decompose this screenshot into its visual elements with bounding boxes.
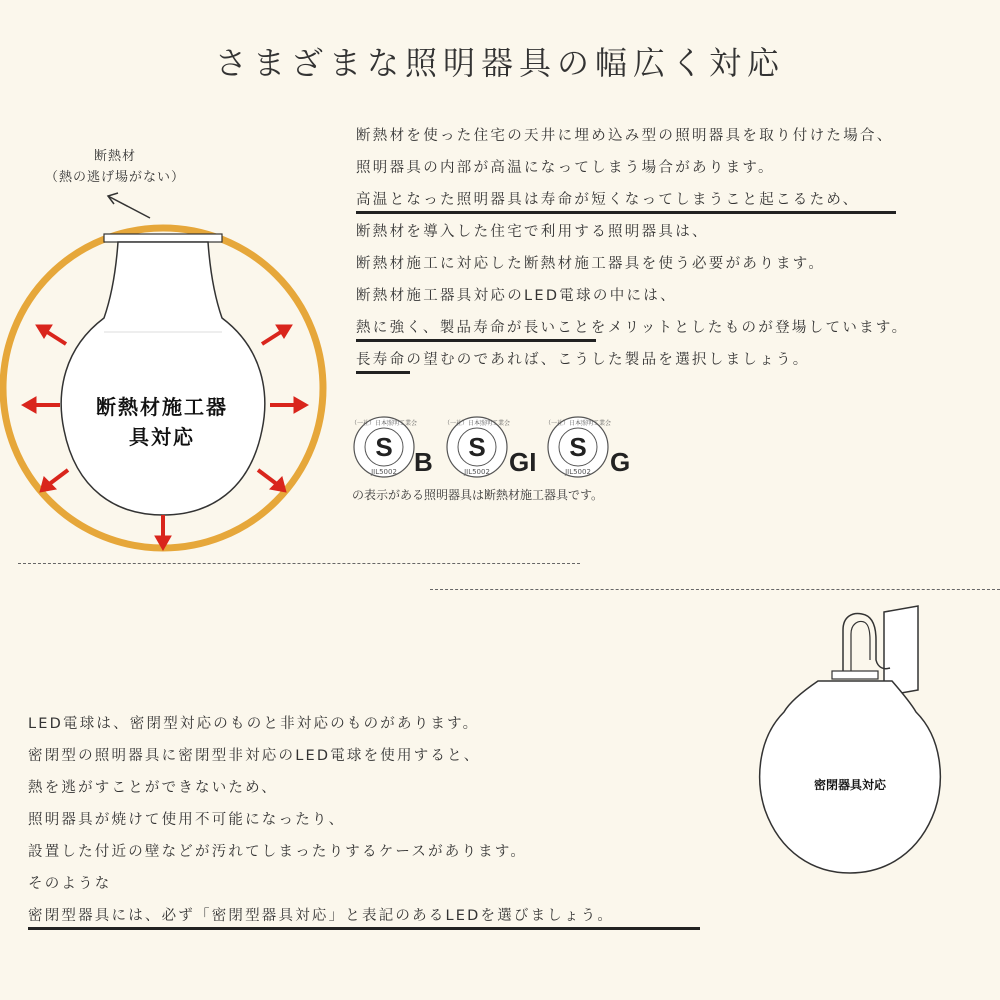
s-mark-icon bbox=[351, 417, 417, 477]
insulated-bulb-label bbox=[62, 392, 262, 452]
insulated-bulb bbox=[61, 242, 265, 515]
paragraph-line: LED電球は、密閉型対応のものと非対応のものがあります。 bbox=[28, 716, 480, 732]
mark-letter: G bbox=[610, 447, 631, 477]
underline bbox=[28, 927, 700, 930]
paragraph-line: 熱に強く、製品寿命が長いことをメリットとしたものが登場しています。 bbox=[356, 312, 1000, 344]
svg-text:（一社）日本照明工業会: （一社）日本照明工業会 bbox=[544, 420, 612, 427]
paragraph-line: 断熱材を使った住宅の天井に埋め込み型の照明器具を取り付けた場合、 bbox=[356, 128, 894, 144]
pointer-arrow-icon bbox=[108, 193, 150, 218]
paragraph-line: 断熱材施工に対応した断熱材施工器具を使う必要があります。 bbox=[356, 256, 826, 272]
svg-text:S: S bbox=[375, 432, 393, 462]
mark-letter: B bbox=[414, 447, 433, 477]
svg-text:S: S bbox=[569, 432, 587, 462]
svg-text:（一社）日本照明工業会: （一社）日本照明工業会 bbox=[350, 420, 418, 427]
page-title: さまざまな照明器具の幅広く対応 bbox=[214, 44, 785, 82]
dashed-divider bbox=[430, 589, 1000, 590]
paragraph-line: 熱を逃がすことができないため、 bbox=[28, 780, 278, 796]
svg-text:JIL5002: JIL5002 bbox=[371, 468, 397, 476]
sealed-paragraph bbox=[28, 708, 728, 932]
paragraph-line: 照明器具が焼けて使用不可能になったり、 bbox=[28, 812, 346, 828]
mark-letter: GI bbox=[509, 447, 537, 477]
paragraph-line: 照明器具の内部が高温になってしまう場合があります。 bbox=[356, 160, 775, 176]
label-line: 具対応 bbox=[129, 425, 195, 449]
svg-text:（一社）日本照明工業会: （一社）日本照明工業会 bbox=[443, 420, 511, 427]
paragraph-line: 長寿命の望むのであれば、こうした製品を選択しましょう。 bbox=[356, 344, 1000, 376]
svg-text:JIL5002: JIL5002 bbox=[565, 468, 591, 476]
paragraph-line: 設置した付近の壁などが汚れてしまったりするケースがあります。 bbox=[28, 844, 528, 860]
paragraph-line: 断熱材施工器具対応のLED電球の中には、 bbox=[356, 288, 677, 304]
fixture-plate bbox=[104, 234, 222, 242]
s-mark-icon bbox=[444, 417, 510, 477]
sealed-fixture-icon bbox=[760, 606, 941, 873]
paragraph-line: そのような bbox=[28, 876, 112, 892]
svg-text:JIL5002: JIL5002 bbox=[464, 468, 490, 476]
paragraph-line: 密閉型の照明器具に密閉型非対応のLED電球を使用すると、 bbox=[28, 748, 481, 764]
paragraph-line: 断熱材を導入した住宅で利用する照明器具は、 bbox=[356, 224, 709, 240]
marks-caption: の表示がある照明器具は断熱材施工器具です。 bbox=[352, 488, 604, 502]
caption-line: （熱の逃げ場がない） bbox=[44, 170, 185, 185]
caption-line: 断熱材 bbox=[93, 149, 136, 164]
s-mark-icon bbox=[545, 417, 611, 477]
svg-text:S: S bbox=[468, 432, 486, 462]
paragraph-line: 密閉型器具には、必ず「密閉型器具対応」と表記のあるLEDを選びましょう。 bbox=[28, 900, 728, 932]
paragraph-line: 高温となった照明器具は寿命が短くなってしまうこと起こるため、 bbox=[356, 184, 1000, 216]
dashed-divider bbox=[18, 563, 580, 564]
label-line: 断熱材施工器 bbox=[96, 395, 228, 419]
sealed-bulb-label: 密閉器具対応 bbox=[813, 778, 886, 792]
